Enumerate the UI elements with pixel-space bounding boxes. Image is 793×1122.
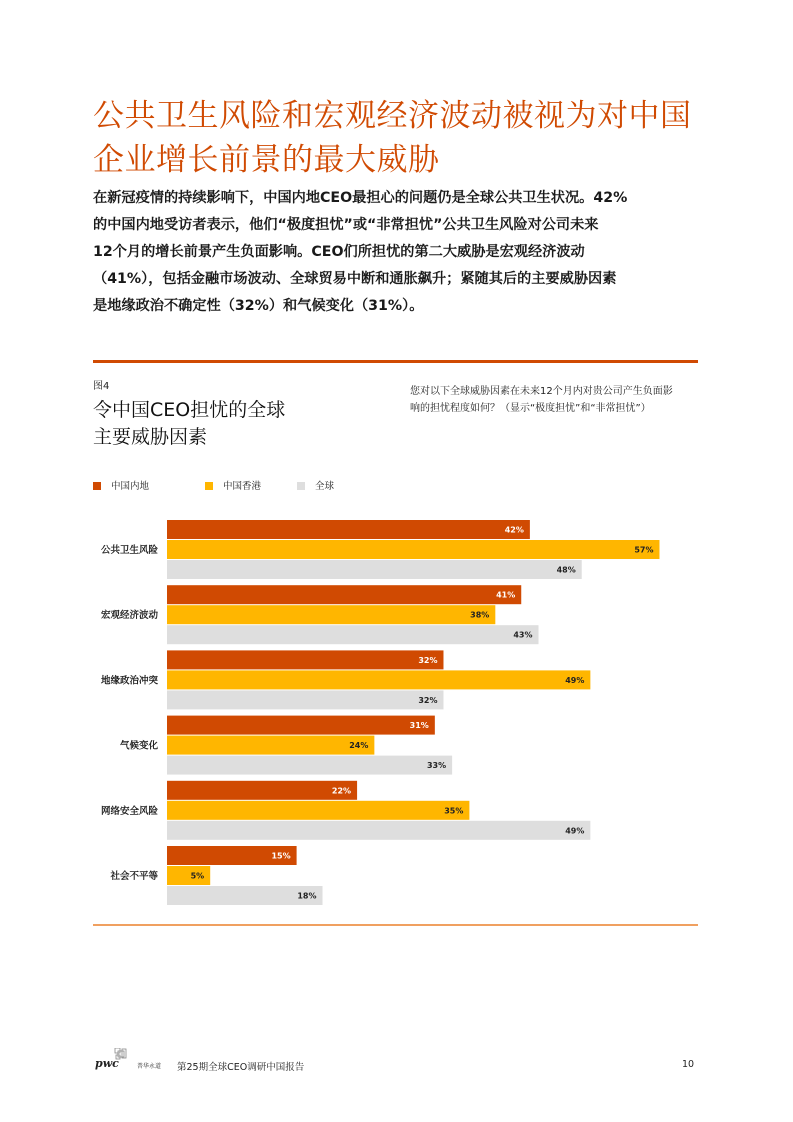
data-label: 43% <box>513 630 533 640</box>
body-line: （41%），包括金融市场波动、全球贸易中断和通胀飙升；紧随其后的主要威胁因素 <box>93 271 617 287</box>
legend-label: 中国香港 <box>223 481 262 492</box>
data-label: 32% <box>418 655 438 665</box>
bar-mainland <box>167 781 357 800</box>
data-label: 18% <box>297 891 317 901</box>
bar-global <box>167 821 590 840</box>
page-number: 10 <box>682 1059 695 1070</box>
legend-label: 全球 <box>315 481 335 492</box>
data-label: 32% <box>418 695 438 705</box>
bar-global <box>167 756 452 775</box>
category-label: 地缘政治冲突 <box>100 675 158 687</box>
data-label: 35% <box>444 806 464 816</box>
bar-global <box>167 560 582 579</box>
data-label: 57% <box>634 545 654 555</box>
chart-question-line: 响的担忧程度如何？（显示“极度担忧”和“非常担忧”） <box>410 403 651 414</box>
data-label: 41% <box>496 590 516 600</box>
bar-hongkong <box>167 670 590 689</box>
data-label: 48% <box>556 565 576 575</box>
category-label: 气候变化 <box>119 740 158 752</box>
legend-label: 中国内地 <box>111 481 150 492</box>
data-label: 33% <box>426 761 447 771</box>
bar-hongkong <box>167 605 495 624</box>
category-label: 社会不平等 <box>110 871 158 882</box>
bar-global <box>167 625 539 644</box>
data-label: 22% <box>331 786 352 796</box>
pwc-logo-icon <box>93 1048 133 1076</box>
data-label: 31% <box>409 721 429 731</box>
firm-name: 普华永道 <box>137 1063 162 1070</box>
data-label: 15% <box>271 851 291 861</box>
body-line: 在新冠疫情的持续影响下，中国内地CEO最担心的问题仍是全球公共卫生状况。42% <box>93 190 628 206</box>
page-footer <box>0 1048 793 1088</box>
page-title-line: 公共卫生风险和宏观经济波动被视为对中国 <box>93 98 692 134</box>
report-name: 第25期全球CEO调研中国报告 <box>177 1062 305 1073</box>
category-label: 公共卫生风险 <box>100 545 158 556</box>
data-label: 5% <box>190 871 205 881</box>
bar-global <box>167 690 443 709</box>
svg-text:pwc: pwc <box>95 1057 119 1070</box>
figure-label: 图4 <box>93 381 110 392</box>
chart-title-line: 令中国CEO担忧的全球 <box>93 399 286 421</box>
bar-hongkong <box>167 801 469 820</box>
data-label: 42% <box>504 525 524 535</box>
bar-mainland <box>167 650 443 669</box>
chart-question-line: 您对以下全球威胁因素在未来12个月内对贵公司产生负面影 <box>410 386 673 397</box>
data-label: 49% <box>565 826 585 836</box>
data-label: 38% <box>470 610 490 620</box>
body-line: 是地缘政治不确定性（32%）和气候变化（31%）。 <box>93 298 424 314</box>
chart-title-line: 主要威胁因素 <box>93 426 208 448</box>
body-line: 12个月的增长前景产生负面影响。CEO们所担忧的第二大威胁是宏观经济波动 <box>93 244 585 260</box>
bar-hongkong <box>167 540 659 559</box>
data-label: 49% <box>565 675 585 685</box>
bar-hongkong <box>167 736 374 755</box>
section-rule-bottom <box>93 924 698 926</box>
bar-mainland <box>167 585 521 604</box>
data-label: 24% <box>349 741 369 751</box>
body-line: 的中国内地受访者表示，他们“极度担忧”或“非常担忧”公共卫生风险对公司未来 <box>93 217 599 233</box>
category-label: 宏观经济波动 <box>100 610 158 622</box>
category-label: 网络安全风险 <box>100 805 158 817</box>
bar-mainland <box>167 716 435 735</box>
page-title-line: 企业增长前景的最大威胁 <box>93 142 440 178</box>
bar-mainland <box>167 520 530 539</box>
